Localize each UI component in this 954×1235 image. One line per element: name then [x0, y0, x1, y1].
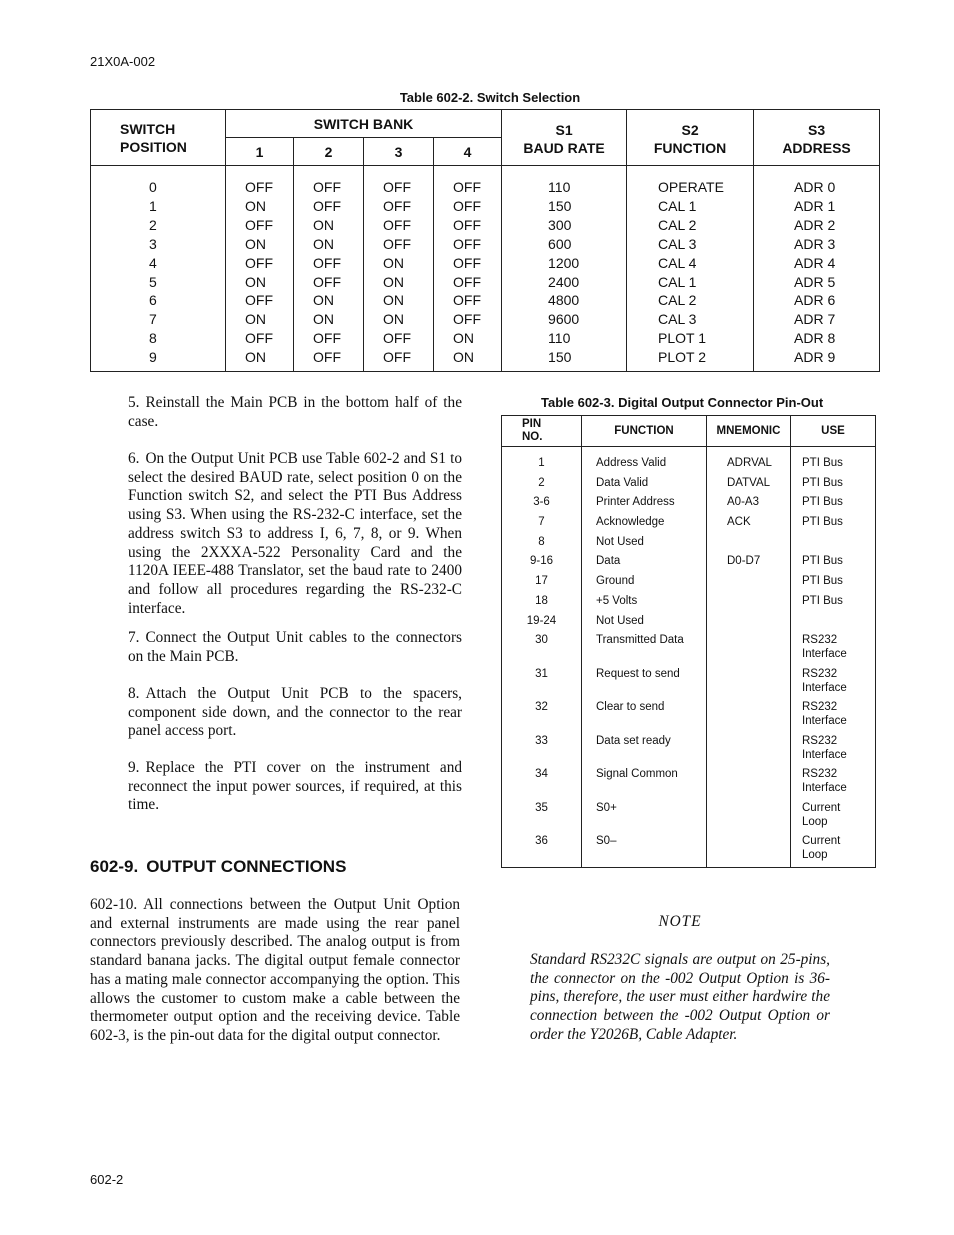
table-cell: Clear to send — [582, 699, 707, 733]
table-cell: ON — [226, 348, 294, 371]
header-switch-bank: SWITCH BANK — [226, 110, 502, 138]
table-cell: CAL 4 — [627, 254, 754, 273]
table-cell: S0– — [582, 833, 707, 867]
table-cell: ON — [364, 273, 434, 292]
table-cell — [707, 632, 791, 666]
table-cell — [791, 666, 876, 700]
table-cell — [791, 632, 876, 666]
table-cell: OFF — [294, 197, 364, 216]
table-cell: S0+ — [582, 800, 707, 834]
table-cell: 32 — [502, 699, 582, 733]
header-mnemonic: MNEMONIC — [707, 416, 791, 447]
table-cell: 150 — [502, 348, 627, 371]
step-5: 5. Reinstall the Main PCB in the bottom half of the case. — [128, 394, 462, 430]
table-cell: Signal Common — [582, 766, 707, 800]
table-row — [502, 573, 876, 593]
table-cell: ADR 8 — [754, 329, 880, 348]
section-heading: 602-9. OUTPUT CONNECTIONS — [90, 857, 347, 876]
table-cell: D0-D7 — [707, 553, 791, 573]
table-cell: PLOT 1 — [627, 329, 754, 348]
table-cell — [791, 800, 876, 834]
table-row — [91, 166, 880, 197]
table-cell: 3 — [91, 235, 226, 254]
table-cell: OFF — [434, 197, 502, 216]
use-line: PTI Bus — [802, 575, 843, 588]
table-cell: ADR 6 — [754, 291, 880, 310]
use-line: PTI Bus — [802, 594, 843, 607]
table-cell: 33 — [502, 733, 582, 767]
table-cell: OFF — [364, 197, 434, 216]
table-cell: 600 — [502, 235, 627, 254]
use-line: Current — [802, 835, 841, 848]
table-cell — [791, 534, 876, 554]
use-line: RS232 — [802, 667, 838, 680]
table-cell: ADR 3 — [754, 235, 880, 254]
table-cell: OFF — [364, 235, 434, 254]
table-cell: 7 — [91, 310, 226, 329]
table-cell — [791, 475, 876, 495]
table-cell: 300 — [502, 216, 627, 235]
header-function: FUNCTION — [582, 416, 707, 447]
use-line: RS232 — [802, 768, 838, 781]
table-cell: OFF — [226, 166, 294, 197]
table-cell: 34 — [502, 766, 582, 800]
step-7: 7. Connect the Output Unit cables to the connectors on the Main PCB. — [128, 629, 462, 665]
table-cell — [791, 514, 876, 534]
table-cell — [707, 613, 791, 633]
page-number: 602-2 — [90, 1172, 124, 1187]
table-602-3-caption: Table 602-3. Digital Output Connector Pin-Out — [541, 395, 824, 410]
table-cell: OFF — [294, 166, 364, 197]
use-line: Interface — [802, 782, 847, 795]
table-row — [502, 833, 876, 867]
table-cell: Data — [582, 553, 707, 573]
header-s3-address: S3 ADDRESS — [754, 110, 880, 166]
table-cell — [707, 766, 791, 800]
table-cell: OPERATE — [627, 166, 754, 197]
table-cell: 1200 — [502, 254, 627, 273]
table-cell — [791, 553, 876, 573]
table-cell: OFF — [226, 329, 294, 348]
use-line: Current — [802, 801, 841, 814]
table-cell: 19-24 — [502, 613, 582, 633]
table-row — [502, 553, 876, 573]
table-cell: ADR 5 — [754, 273, 880, 292]
use-line: PTI Bus — [802, 516, 843, 529]
table-row — [502, 494, 876, 514]
table-cell: Not Used — [582, 613, 707, 633]
table-cell — [707, 534, 791, 554]
table-cell: ON — [294, 235, 364, 254]
table-cell: OFF — [294, 273, 364, 292]
use-line: Interface — [802, 748, 847, 761]
table-cell: CAL 1 — [627, 273, 754, 292]
table-row — [502, 766, 876, 800]
table-cell: Ground — [582, 573, 707, 593]
note-title: NOTE — [658, 913, 702, 930]
note-body: Standard RS232C signals are output on 25-pins, the connector on the -002 Output Option is 36-pins, therefore, the user must either hardwire the connection between the -002 Output Option or order the Y2026B, Cable Adapter. — [530, 951, 830, 1043]
table-cell — [791, 833, 876, 867]
table-cell: 7 — [502, 514, 582, 534]
header-use: USE — [791, 416, 876, 447]
table-cell: OFF — [364, 216, 434, 235]
table-cell: ON — [294, 216, 364, 235]
table-cell: 5 — [91, 273, 226, 292]
table-cell: ADR 2 — [754, 216, 880, 235]
table-cell: ADR 0 — [754, 166, 880, 197]
table-602-2-caption: Table 602-2. Switch Selection — [399, 90, 581, 105]
use-line: Interface — [802, 715, 847, 728]
table-cell: 8 — [91, 329, 226, 348]
header-bank-2: 2 — [294, 138, 364, 166]
header-bank-3: 3 — [364, 138, 434, 166]
table-cell: 4 — [91, 254, 226, 273]
table-cell — [707, 593, 791, 613]
table-cell — [791, 573, 876, 593]
table-cell: +5 Volts — [582, 593, 707, 613]
use-line: RS232 — [802, 734, 838, 747]
table-cell: ON — [226, 235, 294, 254]
table-cell: OFF — [364, 329, 434, 348]
switch-selection-table — [90, 109, 880, 372]
table-cell: DATVAL — [707, 475, 791, 495]
table-row — [502, 475, 876, 495]
use-line: PTI Bus — [802, 476, 843, 489]
table-cell: 2400 — [502, 273, 627, 292]
table-row — [91, 291, 880, 310]
table-cell: Transmitted Data — [582, 632, 707, 666]
table-cell: Request to send — [582, 666, 707, 700]
table-cell: 150 — [502, 197, 627, 216]
table-row — [502, 514, 876, 534]
table-cell: PLOT 2 — [627, 348, 754, 371]
table-cell — [791, 494, 876, 514]
table-cell: ON — [364, 254, 434, 273]
table-cell: Data set ready — [582, 733, 707, 767]
header-pin-no: PIN NO. — [502, 416, 582, 447]
table-cell: ON — [294, 310, 364, 329]
table-cell: Acknowledge — [582, 514, 707, 534]
table-cell: 0 — [91, 166, 226, 197]
table-cell: 36 — [502, 833, 582, 867]
table-row — [91, 254, 880, 273]
table-cell: OFF — [434, 273, 502, 292]
table-cell: ON — [364, 291, 434, 310]
table-cell: 1 — [502, 447, 582, 475]
table-cell: A0-A3 — [707, 494, 791, 514]
table-cell: 18 — [502, 593, 582, 613]
table-cell: OFF — [294, 329, 364, 348]
table-row — [502, 632, 876, 666]
header-s1-baud-rate: S1 BAUD RATE — [502, 110, 627, 166]
table-cell: ADR 4 — [754, 254, 880, 273]
header-bank-4: 4 — [434, 138, 502, 166]
table-cell: OFF — [434, 216, 502, 235]
table-cell — [707, 699, 791, 733]
header-s2-function: S2 FUNCTION — [627, 110, 754, 166]
table-row — [91, 197, 880, 216]
table-cell: Data Valid — [582, 475, 707, 495]
table-cell — [791, 593, 876, 613]
table-cell: OFF — [434, 235, 502, 254]
table-cell: OFF — [294, 254, 364, 273]
paragraph-602-10: 602-10. All connections between the Output Unit Option and external instruments are made using the rear panel connectors previously described. The analog output is from standard banana jacks. The digital output female connector has a mating male connector accompanying the option. This allows the customer to custom make a cable between the thermometer output option and the receiving device. Table 602-3, is the pin-out data for the digital output connector. — [90, 896, 460, 1044]
table-cell: Address Valid — [582, 447, 707, 475]
table-cell: 4800 — [502, 291, 627, 310]
table-row — [502, 593, 876, 613]
table-row — [91, 273, 880, 292]
document-id: 21X0A-002 — [90, 54, 156, 69]
use-line: Loop — [802, 815, 828, 828]
table-cell: CAL 3 — [627, 310, 754, 329]
table-row — [91, 329, 880, 348]
table-cell: ADRVAL — [707, 447, 791, 475]
table-cell — [707, 833, 791, 867]
table-cell — [791, 733, 876, 767]
header-bank-1: 1 — [226, 138, 294, 166]
table-cell — [791, 699, 876, 733]
pin-out-table — [501, 415, 876, 868]
table-cell: 35 — [502, 800, 582, 834]
table-cell: OFF — [226, 216, 294, 235]
table-cell: 9 — [91, 348, 226, 371]
use-line: RS232 — [802, 701, 838, 714]
table-cell: OFF — [364, 348, 434, 371]
table-cell: 3-6 — [502, 494, 582, 514]
table-cell: 30 — [502, 632, 582, 666]
table-cell: 6 — [91, 291, 226, 310]
table-cell: CAL 1 — [627, 197, 754, 216]
table-cell — [791, 766, 876, 800]
table-row — [91, 235, 880, 254]
table-cell: CAL 2 — [627, 216, 754, 235]
table-cell — [791, 613, 876, 633]
table-cell — [707, 733, 791, 767]
use-line: PTI Bus — [802, 496, 843, 509]
table-cell: 8 — [502, 534, 582, 554]
table-cell: ADR 1 — [754, 197, 880, 216]
table-cell: ON — [294, 291, 364, 310]
table-cell: ON — [364, 310, 434, 329]
table-row — [502, 699, 876, 733]
table-cell: ADR 9 — [754, 348, 880, 371]
table-row — [91, 216, 880, 235]
table-cell: 2 — [91, 216, 226, 235]
table-cell: 110 — [502, 166, 627, 197]
use-line: Interface — [802, 681, 847, 694]
table-cell: CAL 2 — [627, 291, 754, 310]
step-6: 6. On the Output Unit PCB use Table 602-2 and S1 to select the desired BAUD rate, select position 0 on the Function switch S2, and select the PTI Bus Address using S3. When using the RS-232-C interface, set the address switch S3 to address I, 6, 7, 8, or 9. When using the 2XXXA-522 Personality Card and the 1120A IEEE-488 Translator, set the baud rate to 2400 and follow all procedures regarding the RS-232-C interface. — [128, 450, 462, 617]
table-cell: OFF — [434, 254, 502, 273]
use-line: RS232 — [802, 634, 838, 647]
use-line: Loop — [802, 849, 828, 862]
table-cell: ON — [226, 273, 294, 292]
step-8: 8. Attach the Output Unit PCB to the spacers, component side down, and the connector to the rear panel access port. — [128, 685, 462, 740]
table-row — [502, 534, 876, 554]
table-cell: ON — [226, 197, 294, 216]
use-line: PTI Bus — [802, 457, 843, 469]
table-row — [91, 348, 880, 371]
table-cell: ON — [434, 348, 502, 371]
table-row — [91, 310, 880, 329]
table-cell: ADR 7 — [754, 310, 880, 329]
table-cell: 9-16 — [502, 553, 582, 573]
table-cell — [707, 666, 791, 700]
table-cell: 2 — [502, 475, 582, 495]
table-cell: 9600 — [502, 310, 627, 329]
table-cell: 1 — [91, 197, 226, 216]
table-cell: OFF — [226, 254, 294, 273]
table-cell — [707, 573, 791, 593]
table-row — [502, 800, 876, 834]
table-row — [502, 666, 876, 700]
table-cell: OFF — [434, 291, 502, 310]
table-cell: 17 — [502, 573, 582, 593]
table-cell: OFF — [434, 310, 502, 329]
table-cell: Printer Address — [582, 494, 707, 514]
table-cell: CAL 3 — [627, 235, 754, 254]
table-row — [502, 733, 876, 767]
table-row — [502, 447, 876, 475]
table-cell: OFF — [226, 291, 294, 310]
table-cell: OFF — [294, 348, 364, 371]
table-cell — [791, 447, 876, 475]
table-cell — [707, 800, 791, 834]
table-cell: OFF — [434, 166, 502, 197]
step-9: 9. Replace the PTI cover on the instrument and reconnect the input power sources, if required, at this time. — [128, 759, 462, 814]
use-line: Interface — [802, 648, 847, 661]
table-cell: Not Used — [582, 534, 707, 554]
table-cell: OFF — [364, 166, 434, 197]
table-cell: ACK — [707, 514, 791, 534]
table-row — [502, 613, 876, 633]
table-cell: ON — [434, 329, 502, 348]
table-cell: ON — [226, 310, 294, 329]
table-cell: 110 — [502, 329, 627, 348]
table-cell: 31 — [502, 666, 582, 700]
header-switch-position: SWITCH POSITION — [91, 110, 226, 166]
use-line: PTI Bus — [802, 555, 843, 568]
